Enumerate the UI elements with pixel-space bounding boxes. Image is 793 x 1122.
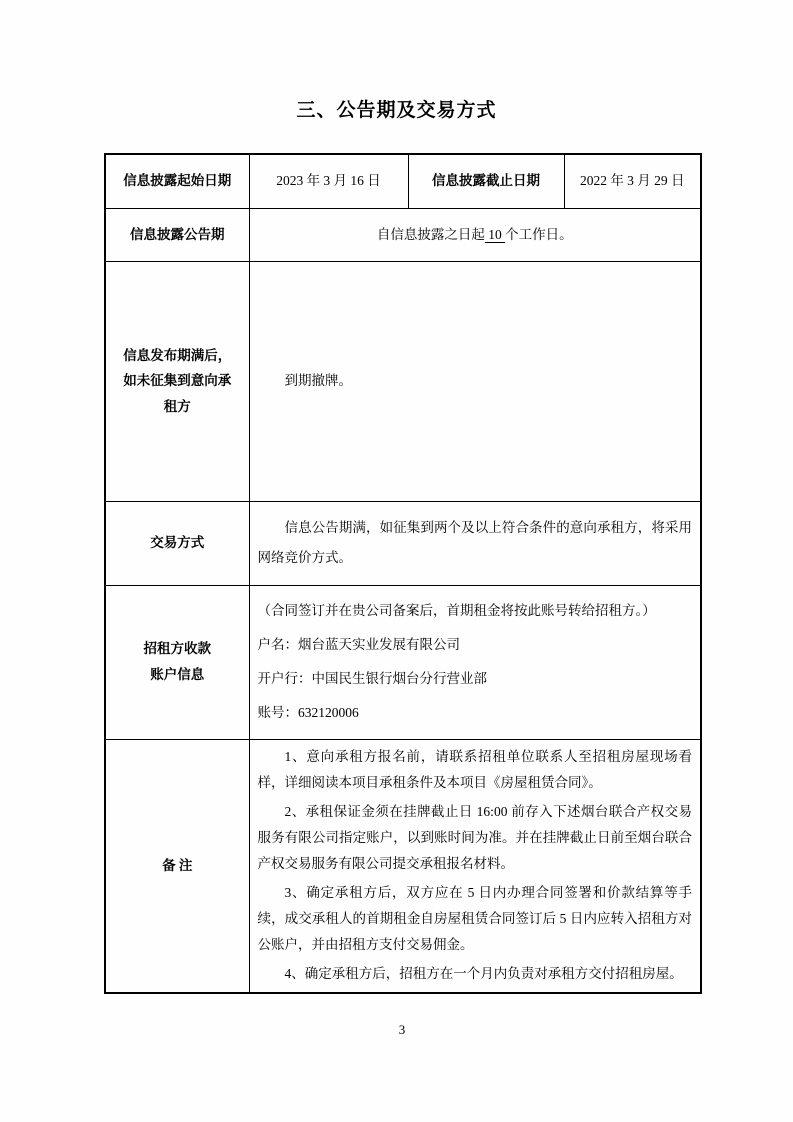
remark-item-2: 2、承租保证金须在挂牌截止日 16:00 前存入下述烟台联合产权交易服务有限公司指定账户，以到账时间为准。并在挂牌截止日前至烟台联合产权交易服务有限公司提交承租报名材料。 — [257, 804, 692, 872]
announcement-period-text-prefix: 自信息披露之日起 — [376, 226, 485, 242]
announcement-period-days-underlined: 10 — [484, 226, 506, 242]
payment-account-label-line2: 账户信息 — [150, 667, 205, 682]
disclosure-start-date-label: 信息披露起始日期 — [105, 154, 249, 208]
remark-item-1: 1、意向承租方报名前，请联系招租单位联系人至招租房屋现场看样，详细阅读本项目承租条件及本项目《房屋租赁合同》。 — [257, 749, 692, 791]
expiry-action-label — [105, 261, 249, 501]
table-row-remarks — [105, 739, 701, 993]
expiry-action-text: 到期撤牌。 — [284, 373, 352, 388]
page-title: 三、公告期及交易方式 — [296, 100, 497, 121]
announcement-period-value — [249, 208, 701, 261]
expiry-action-label-line1: 信息发布期满后， — [123, 347, 232, 363]
payment-account-value — [249, 585, 701, 739]
payment-account-label-line1: 招租方收款 — [143, 641, 211, 657]
trading-method-text: 信息公告期满，如征集到两个及以上符合条件的意向承租方，将采用网络竞价方式。 — [257, 520, 692, 565]
trading-method-value — [249, 501, 701, 585]
table-row-payment-account — [105, 585, 701, 739]
expiry-action-label-line3: 租方 — [163, 398, 191, 414]
payment-account-note: （合同签订并在贵公司备案后，首期租金将按此账号转给招租方。） — [257, 603, 656, 618]
disclosure-end-date-label: 信息披露截止日期 — [408, 154, 564, 208]
page-number: 3 — [398, 1022, 406, 1037]
disclosure-start-date-value: 2023 年 3 月 16 日 — [249, 154, 408, 208]
remark-item-4: 4、确定承租方后，招租方在一个月内负责对承租方交付招租房屋。 — [284, 966, 683, 982]
payment-account-number: 账号：632120006 — [257, 705, 359, 720]
payment-account-bank: 开户行：中国民生银行烟台分行营业部 — [257, 671, 487, 686]
remarks-label: 备 注 — [105, 739, 249, 993]
table-row-trading-method — [105, 501, 701, 585]
table-row-announcement-period — [105, 208, 701, 261]
disclosure-end-date-value: 2022 年 3 月 29 日 — [564, 154, 701, 208]
table-row-disclosure-dates — [105, 154, 701, 208]
remark-item-3: 3、确定承租方后，双方应在 5 日内办理合同签署和价款结算等手续，成交承租人的首期租金自房屋租赁合同签订后 5 日内应转入招租方对公账户，并由招租方支付交易佣金。 — [257, 885, 692, 953]
announcement-table — [104, 153, 702, 994]
remarks-value — [249, 739, 701, 993]
table-row-expiry-action — [105, 261, 701, 501]
payment-account-name: 户名：烟台蓝天实业发展有限公司 — [257, 637, 460, 652]
trading-method-label: 交易方式 — [105, 501, 249, 585]
announcement-period-label: 信息披露公告期 — [105, 208, 249, 261]
expiry-action-label-line2: 如未征集到意向承 — [123, 373, 232, 389]
announcement-period-text-suffix: 个工作日。 — [505, 226, 573, 242]
expiry-action-value — [249, 261, 701, 501]
payment-account-label — [105, 585, 249, 739]
